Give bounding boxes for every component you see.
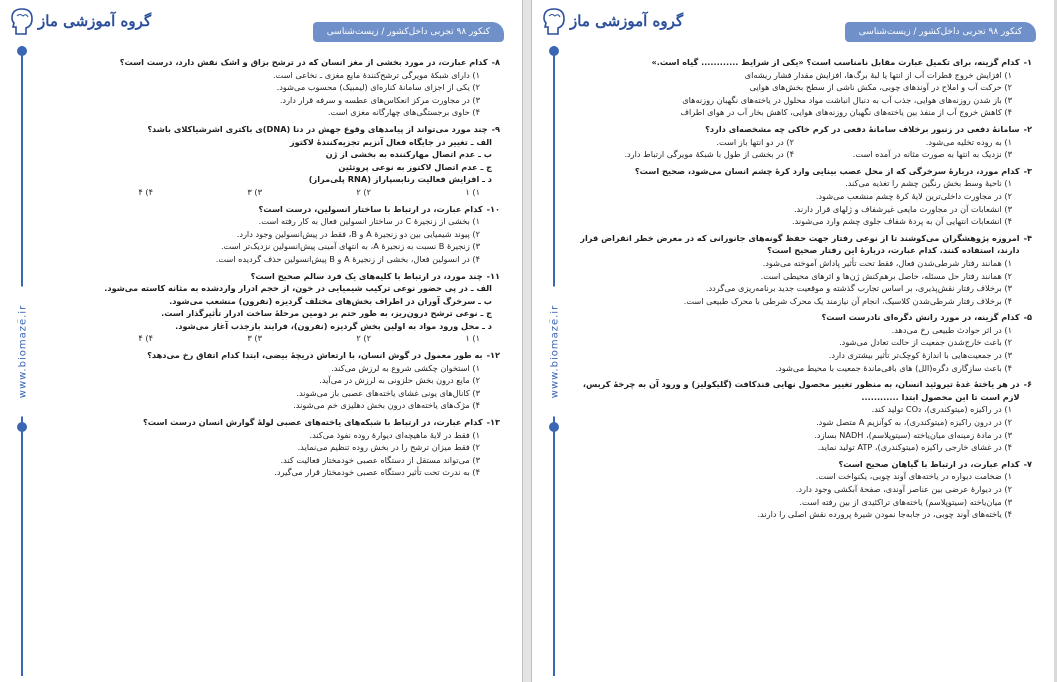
option: ۴) مژک‌های یاخته‌های درون بخش دهلیزی خم می‌شوند. [293,400,480,411]
rail-dot-top [549,46,559,56]
option: ۳) در جمعیت‌هایی با اندازهٔ کوچک‌تر تأثیر بیشتری دارد. [828,350,1012,361]
question-text: امروزه پژوهشگران می‌کوشند تا از نوعی رفتار جهت حفظ گونه‌های جانورانی که در معرض خطر انقراض قرار دارند، استفاده کنند. کدام عبارت، دربارهٔ این رفتار صحیح است؟ [580,232,1020,256]
side-url[interactable]: www.biomaze.ir [550,287,561,417]
option: ۳) می‌تواند مستقل از دستگاه عصبی خودمختار فعالیت کند. [280,454,480,465]
statement: الف ـ تغییر در جایگاه فعال آنزیم تجزیه‌کنندهٔ لاکتوز [289,136,492,147]
option: ۳) انشعابات آن در مجاورت مایعی غیرشفاف و ژلهای قرار دارند. [793,203,1012,214]
brain-head-icon [540,6,566,36]
statement: ب ـ سرخرگ آوران در اطراف بخش‌های مختلف گردیزه (نفرون) منشعب می‌شود. [169,295,492,306]
question-text: کدام مورد، دربارهٔ سرخرگی که از محل عصب بینایی وارد کرهٔ چشم انسان می‌شود، صحیح است؟ [634,165,1020,176]
option: ۱) همانند رفتار شرطی‌شدن فعال، فقط تحت تأثیر پاداش آموخته می‌شود. [762,257,1012,268]
question-number: ۲- [1023,123,1032,134]
question [576,56,1032,119]
option: ۱) بخشی از زنجیرهٔ C در ساختار انسولین فعال به کار رفته است. [258,216,480,227]
option: ۲) در دیوارهٔ عرضی بین عناصر آوندی، صفحهٔ آبکشی وجود دارد. [795,484,1012,494]
option: ۴) حاوی برجستگی‌های چهارگانه مغزی است. [327,107,480,118]
option: ۴) انشعابات انتهایی آن به پردهٔ شفاف جلوی چشم وارد می‌شوند. [791,216,1012,227]
question [44,416,500,479]
question [44,349,500,412]
question-number: ۵- [1023,312,1032,323]
question-number: ۴- [1023,232,1032,243]
statement: ج ـ نوعی ترشح درون‌ریز، به طور حتم بر دومین مرحلهٔ ساخت ادرار تأثیرگذار است. [161,308,492,319]
logo-text: گروه آموزشی ماز [570,12,684,30]
option: ۴) ۴ [138,186,153,197]
option: ۴) در انسولین فعال، بخشی از زنجیرهٔ A و B پیش‌انسولین حذف گردیده است. [215,253,480,264]
question [576,378,1032,454]
question-number: ۸- [491,57,500,67]
question-number: ۱۳- [486,417,500,428]
logo [8,6,151,36]
option: ۴) در بخشی از طول با شبکهٔ مویرگی ارتباط دارد. [624,149,794,160]
option: ۴) ۴ [138,333,153,344]
option: ۲) ۲ [356,333,371,344]
questions-column [44,56,500,678]
rail-dot-middle [17,422,27,432]
option: ۱) ۱ [465,333,480,344]
side-rail [545,46,563,676]
option: ۱) فقط در لایهٔ ماهیچه‌ای دیوارهٔ روده نفوذ می‌کند. [309,429,480,440]
question [44,123,500,199]
option: ۴) به ندرت تحت تأثیر دستگاه عصبی خودمختار قرار می‌گیرد. [274,467,480,478]
option: ۴) در غشای خارجی راکیزه (میتوکندری)، ATP تولید نماید. [817,442,1012,453]
question-number: ۱۱- [486,270,500,281]
option: ۲) مایع درون بخش حلزونی به لرزش در می‌آید. [319,375,480,386]
option: ۳) باز شدن روزنه‌های هوایی، جذب آب به دنبال انباشت مواد محلول در یاخته‌های نگهبان روزنه‌های [682,94,1012,105]
question-number: ۳- [1023,165,1032,176]
option: ۳) برخلاف رفتار نقش‌پذیری، بر اساس تجارب گذشته و موقعیت جدید برنامه‌ریزی می‌گردد. [705,283,1012,294]
option: ۱) استخوان چکشی شروع به لرزش می‌کند. [331,362,480,373]
option: ۲) در مجاورت داخلی‌ترین لایهٔ کرهٔ چشم منشعب می‌شود. [815,190,1012,201]
question [576,123,1032,161]
statement: د ـ محل ورود مواد به اولین بخش گردیزه (نفرون)، فرایند بازجذب آغاز می‌شود. [175,320,492,331]
question-text: در هر یاختهٔ غدهٔ تیروئید انسان، به منظور تغییر محصول نهایی قندکافت (گلیکولیز) و ورود آن به چرخهٔ کربس، لازم است تا این محصول ابتدا ............ [582,379,1020,402]
question-number: ۱۰- [486,203,500,214]
option: ۱) در اثر حوادث طبیعی رخ می‌دهد. [891,324,1012,335]
brain-head-icon [8,6,34,36]
rail-dot-top [17,46,27,56]
question [576,458,1032,521]
side-rail [13,46,31,676]
option: ۱) ناحیهٔ وسط بخش رنگین چشم را تغذیه می‌کند. [845,178,1012,189]
option: ۲) یکی از اجزای سامانهٔ کناره‌ای (لیمبیک) محسوب می‌شود. [276,82,480,93]
option: ۳) در مادهٔ زمینه‌ای میان‌یاخته (سیتوپلاسم)، NADH بسازد. [814,429,1012,440]
option: ۲) پیوند شیمیایی بین دو زنجیرهٔ A و B، فقط در پیش‌انسولین وجود دارد. [236,228,480,239]
question-text: چند مورد می‌تواند از پیامدهای وقوع جهش در دنا (DNA)ی باکتری اشرشیاکلای باشد؟ [147,123,488,134]
option: ۲) در دو انتها باز است. [716,136,794,147]
question [44,270,500,346]
question-text: کدام گزینه، برای تکمیل عبارت مقابل نامناسب است؟ «یکی از شرایط ............ گیاه است.» [651,57,1020,67]
header-banner: کنکور ۹۸ تجربی داخل‌کشور / زیست‌شناسی [313,22,504,42]
question-number: ۱۲- [486,350,500,361]
question-number: ۷- [1023,458,1032,469]
option: ۴) باعث سازگاری دگره(الل) های باقی‌ماندهٔ جمعیت با محیط می‌شود. [775,362,1012,373]
logo-text: گروه آموزشی ماز [38,12,152,30]
rail-dot-middle [549,422,559,432]
question-text: کدام عبارت، در ارتباط با شبکه‌های یاخته‌های عصبی لولهٔ گوارش انسان درست است؟ [143,417,483,428]
option: ۳) ۳ [247,333,262,344]
question-number: ۶- [1023,379,1032,390]
question-text: به طور معمول در گوش انسان، با ارتعاش دریچهٔ بیضی، ابتدا کدام اتفاق رخ می‌دهد؟ [147,350,483,361]
question-text: کدام عبارت، در ارتباط با گیاهان صحیح است؟ [838,458,1020,469]
right-page [532,0,1054,682]
option: ۴) برخلاف رفتار شرطی‌شدن کلاسیک، انجام آن نیازمند یک محرک شرطی با محرک طبیعی است. [683,295,1012,306]
page-gutter [522,0,532,682]
option: ۴) کاهش خروج آب از منفذ بین یاخته‌های نگهبان روزنه‌های هوایی، کاهش بخار آب در هوای اطراف [680,107,1012,118]
question-number: ۱- [1023,57,1032,67]
statement: د ـ افزایش فعالیت رنابسپاراز (RNA پلی‌مراز) [308,174,492,185]
statement: الف ـ در پی حضور نوعی ترکیب شیمیایی در خون، از حجم ادرار واردشده به مثانه کاسته می‌شود. [104,283,492,294]
question-number: ۹- [491,123,500,134]
option: ۳) زنجیرهٔ B نسبت به زنجیرهٔ A، به انتهای آمینی پیش‌انسولین نزدیک‌تر است. [221,241,480,252]
question-text: سامانهٔ دفعی در زنبور برخلاف سامانهٔ دفعی در کرم خاکی چه مشخصه‌ای دارد؟ [705,123,1020,134]
option: ۱) افزایش خروج قطرات آب از انتها یا لبهٔ برگ‌ها، افزایش مقدار فشار ریشه‌ای [744,69,1012,80]
option: ۳) در مجاورت مرکز انعکاس‌های عطسه و سرفه قرار دارد. [279,94,480,105]
option: ۲) در درون راکیزه (میتوکندری)، به کوآنزیم A متصل شود. [816,417,1012,428]
question-text: کدام عبارت، در مورد بخشی از مغز انسان که در ترشح بزاق و اشک نقش دارد، درست است؟ [119,57,488,67]
option: ۱) ضخامت دیواره در یاخته‌های آوند چوبی، یکنواخت است. [815,471,1012,482]
question [576,311,1032,374]
option: ۳) ۳ [247,186,262,197]
option: ۳) نزدیک به انتها به صورت مثانه در آمده است. [852,149,1012,160]
option: ۲) فقط میزان ترشح را در بخش روده تنظیم می‌نماید. [297,442,480,453]
question [44,56,500,119]
question-text: چند مورد، در ارتباط با کلیه‌های یک فرد سالم صحیح است؟ [250,270,483,281]
side-url[interactable]: www.biomaze.ir [18,287,29,417]
option: ۱) ۱ [465,186,480,197]
question [44,203,500,266]
left-page [0,0,522,682]
option: ۳) کانال‌های یونی غشای یاخته‌های عصبی باز می‌شوند. [296,387,480,398]
question [576,165,1032,228]
logo [540,6,683,36]
option: ۲) باعث خارج‌شدن جمعیت از حالت تعادل می‌شود. [839,337,1012,348]
option: ۱) در راکیزه (میتوکندری)، CO₂ تولید کند. [871,404,1012,415]
option: ۴) یاخته‌های آوند چوبی، در جابه‌جا نمودن شیرهٔ پرورده نقش اصلی را دارند. [757,509,1012,520]
option: ۲) همانند رفتار حل مسئله، حاصل برهم‌کنش ژن‌ها و اثرهای محیطی است. [760,270,1012,281]
question-text: کدام گزینه، در مورد رانش دگره‌ای نادرست است؟ [821,312,1020,323]
option: ۳) میان‌یاخته (سیتوپلاسم) یاخته‌های تراکئیدی از بین رفته است. [799,496,1012,507]
option: ۱) دارای شبکهٔ مویرگی ترشح‌کنندهٔ مایع مغزی ـ نخاعی است. [272,69,480,80]
questions-column [576,56,1032,678]
question-text: کدام عبارت، در ارتباط با ساختار انسولین، درست است؟ [258,203,483,214]
option: ۱) به روده تخلیه می‌شود. [925,136,1012,147]
statement: ج ـ عدم اتصال لاکتوز به نوعی پروتئین [338,161,492,172]
question [576,232,1032,308]
option: ۲) حرکت آب و املاح در آوندهای چوبی، مکش ناشی از سطح بخش‌های هوایی [749,82,1012,93]
header-banner: کنکور ۹۸ تجربی داخل‌کشور / زیست‌شناسی [845,22,1036,42]
statement: ب ـ عدم اتصال مهارکننده به بخشی از ژن [325,149,492,160]
option: ۲) ۲ [356,186,371,197]
